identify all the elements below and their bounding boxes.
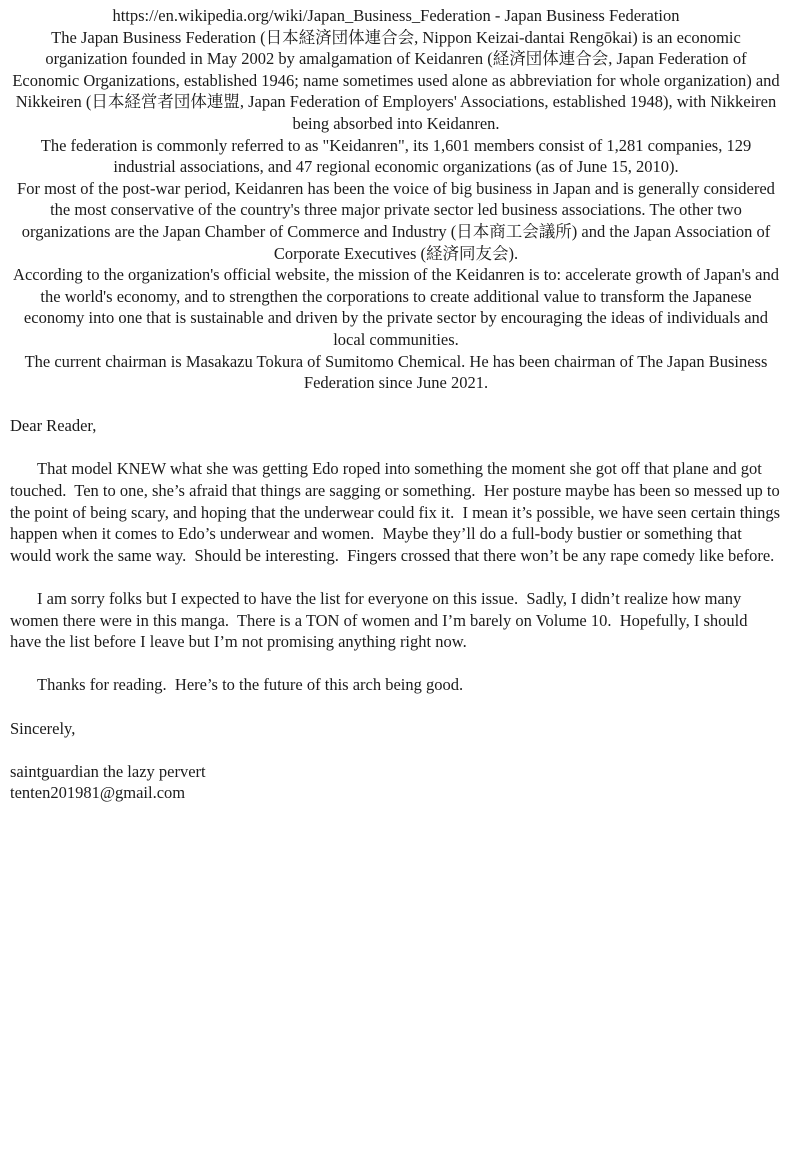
letter-paragraph-list-apology: I am sorry folks but I expected to have the list for everyone on this issue. Sadly, I didn’t realize how many women there were in this manga. There is a TON of women and I’m barely on Volume 10. Hopefully, I should have the list before I leave but I’m not promising anything right now. bbox=[10, 589, 752, 652]
wiki-paragraph-chairman: The current chairman is Masakazu Tokura of Sumitomo Chemical. He has been chairman of The Japan Business Federation since June 2021. bbox=[24, 351, 772, 393]
signature-block bbox=[10, 761, 782, 804]
letter-closing: Sincerely, bbox=[10, 718, 76, 738]
signature-name: saintguardian the lazy pervert bbox=[10, 761, 206, 781]
wiki-paragraph-postwar: For most of the post-war period, Keidanren has been the voice of big business in Japan and is generally considered the most conservative of the country's three major private sector led business associations. The other two organizations are the Japan Chamber of Commerce and Industry (日本商工会議所) and the Japan Association of Corporate Executives (経済同友会). bbox=[17, 178, 780, 263]
letter-paragraph-thanks: Thanks for reading. Here’s to the future of this arch being good. bbox=[37, 675, 464, 695]
wiki-paragraph-mission: According to the organization's official website, the mission of the Keidanren is to: accelerate growth of Japan's and the world's economy, and to strengthen the corporations to create additional value to transform the Japanese economy into one that is sustainable and driven by the private sector by encouraging the ideas of individuals and local communities. bbox=[13, 265, 784, 349]
letter-section bbox=[10, 415, 785, 804]
wiki-excerpt-section bbox=[10, 5, 782, 394]
wiki-paragraph-members: The federation is commonly referred to as "Keidanren", its 1,601 members consist of 1,281 companies, 129 industrial associations, and 47 regional economic organizations (as of June 15, 2010). bbox=[40, 135, 756, 177]
letter-salutation: Dear Reader, bbox=[10, 416, 97, 436]
wiki-paragraph-federation-intro: The Japan Business Federation (日本経済団体連合会, Nippon Keizai-dantai Rengōkai) is an economic organization founded in May 2002 by amalgamation of Keidanren (経済団体連合会, Japan Federation of Economic Organizations, established 1946; name sometimes used alone as abbreviation for whole organization) and Nikkeiren (日本経営者団体連盟, Japan Federation of Employers' Associations, established 1948), with Nikkeiren being absorbed into Keidanren. bbox=[12, 27, 784, 133]
letter-paragraph-model: That model KNEW what she was getting Edo roped into something the moment she got off that plane and got touched. Ten to one, she’s afraid that things are sagging or something. Her posture maybe has been so messed up to the point of being scary, and hoping that the underwear could fix it. I mean it’s possible, we have seen certain things happen when it comes to Edo’s underwear and women. Maybe they’ll do a full-body bustier or something that would work the same way. Should be interesting. Fingers crossed that there won’t be any rape comedy like before. bbox=[10, 459, 785, 565]
document-url-line: https://en.wikipedia.org/wiki/Japan_Business_Federation - Japan Business Federation bbox=[112, 6, 680, 25]
signature-email: tenten201981@gmail.com bbox=[10, 783, 186, 803]
